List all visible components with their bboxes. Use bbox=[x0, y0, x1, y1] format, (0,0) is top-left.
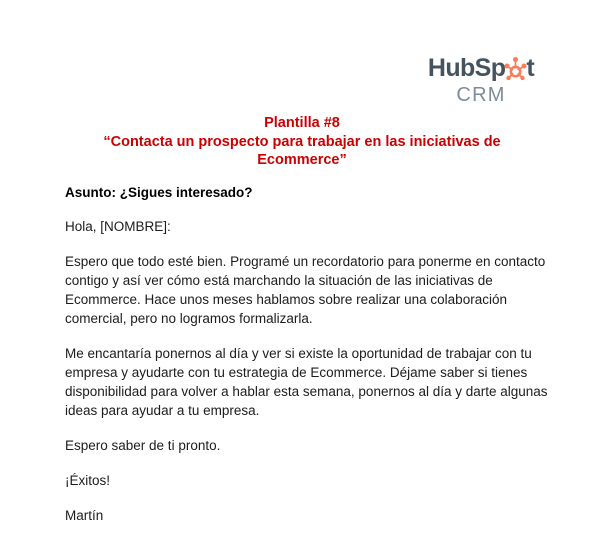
logo-subtitle-crm: CRM bbox=[456, 84, 506, 106]
hubspot-wordmark bbox=[425, 56, 537, 81]
email-greeting: Hola, [NOMBRE]: bbox=[65, 219, 171, 234]
hubspot-crm-logo bbox=[425, 56, 537, 107]
email-subject-line: Asunto: ¿Sigues interesado? bbox=[65, 185, 253, 200]
email-template-body bbox=[65, 184, 552, 525]
email-signoff: ¡Éxitos! bbox=[65, 473, 111, 488]
email-paragraph-1: Espero que todo esté bien. Programé un recordatorio para ponerme en contacto contigo y así ver cómo está marchando la situación de las iniciativas de Ecommerce. Hace unos meses hablamos sobre realizar una colaboración comercial, pero no logramos formalizarla. bbox=[65, 254, 546, 326]
email-signature: Martín bbox=[65, 508, 104, 523]
email-paragraph-2: Me encantaría ponernos al día y ver si existe la oportunidad de trabajar con tu empresa y ayudarte con tu estrategia de Ecommerce. Déjame saber si tienes disponibilidad para volver a hablar esta semana, ponernos al día y darte algunas ideas para ayudar a tu empresa. bbox=[65, 346, 548, 418]
logo-text-hubsp: HubSp bbox=[427, 54, 506, 82]
email-closing-line: Espero saber de ti pronto. bbox=[65, 438, 221, 453]
logo-text-t: t bbox=[526, 54, 535, 82]
title-line-2: “Contacta un prospecto para trabajar en las iniciativas de Ecommerce” bbox=[103, 133, 501, 168]
hubspot-sprocket-icon bbox=[504, 55, 527, 80]
title-line-1: Plantilla #8 bbox=[264, 115, 340, 131]
page-title bbox=[62, 114, 542, 170]
